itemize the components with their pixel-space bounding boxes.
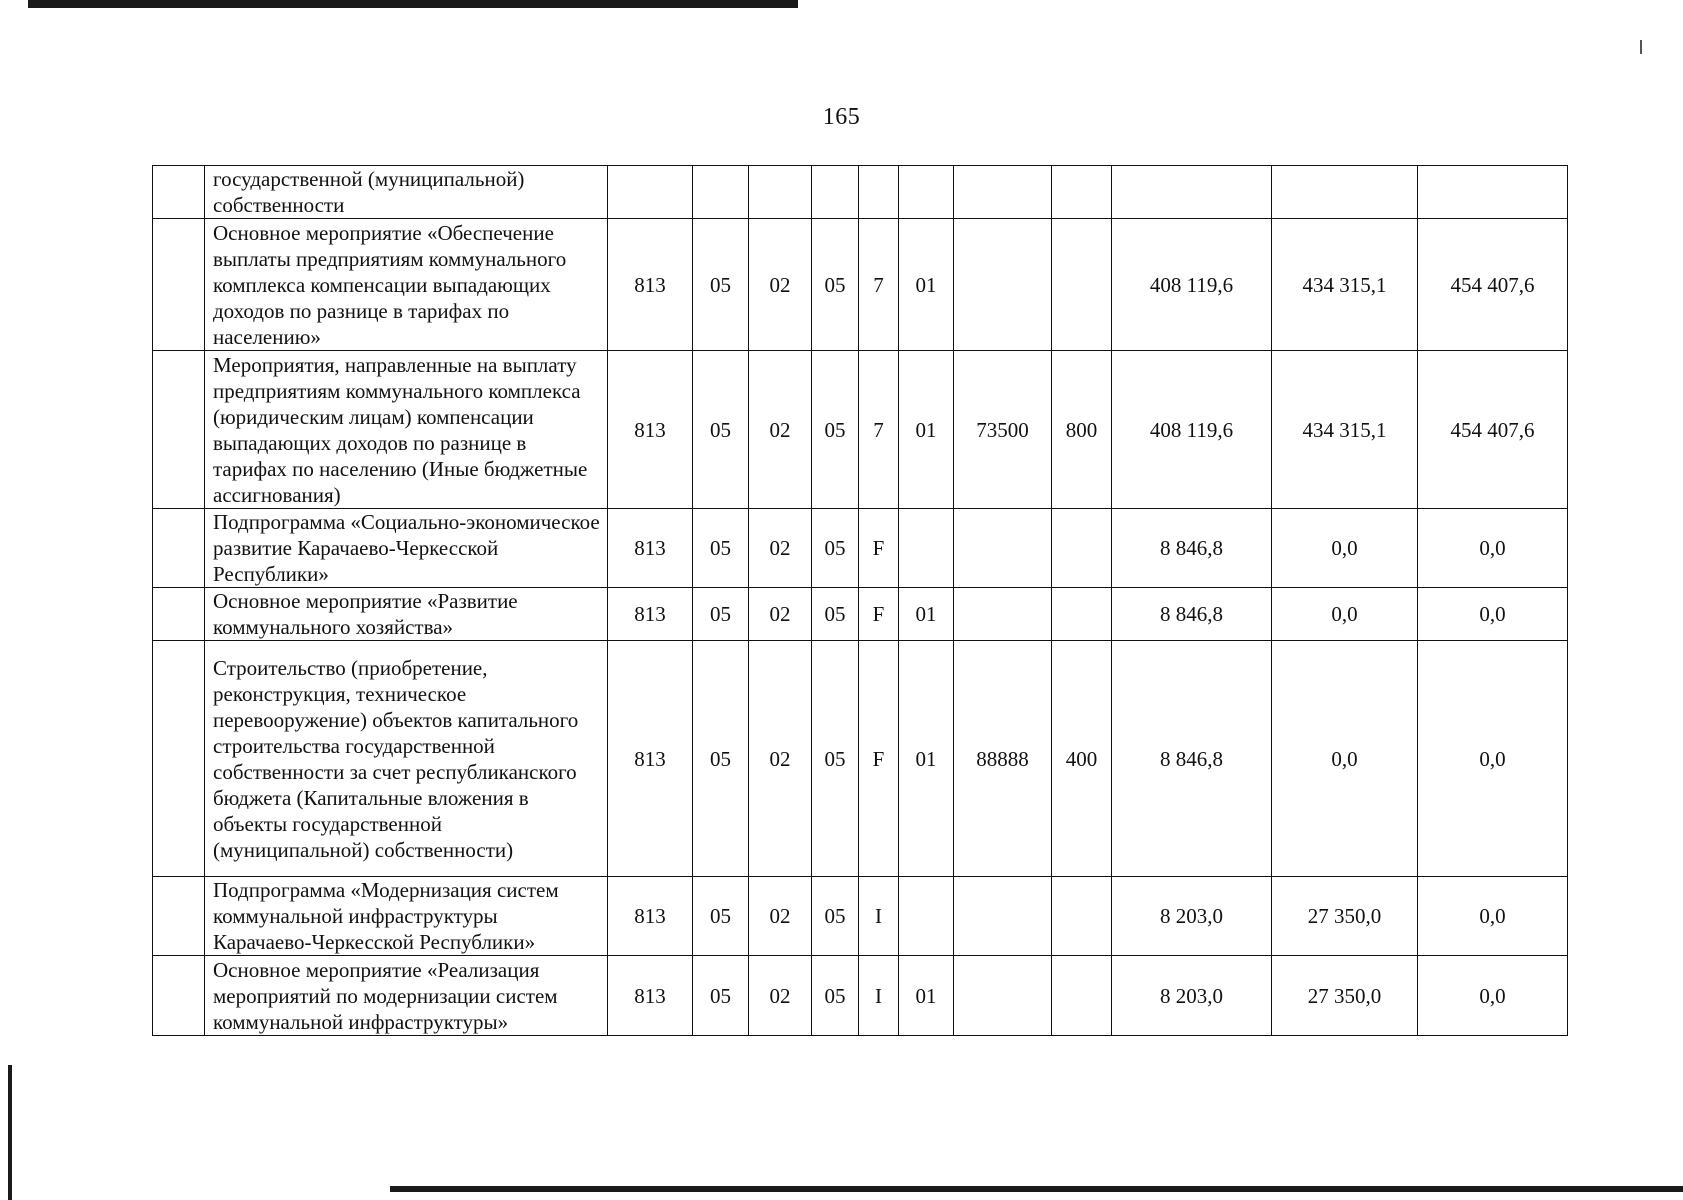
item-name: Основное мероприятие «Обеспечение выплаты предприятиям коммунального комплекса компенсации выпадающих доходов по разнице в тарифах по населению» — [205, 219, 608, 351]
item-name: Основное мероприятие «Реализация мероприятий по модернизации систем коммунальной инфраструктуры» — [205, 956, 608, 1036]
direction-code — [954, 588, 1052, 641]
activity-code: 01 — [899, 588, 954, 641]
subprogram-code: 7 — [859, 219, 899, 351]
table-row — [153, 166, 1568, 219]
section-code: 05 — [693, 956, 749, 1036]
table-row — [153, 509, 1568, 588]
ved-code: 813 — [608, 588, 693, 641]
program-code: 05 — [812, 641, 859, 877]
section-code — [693, 166, 749, 219]
item-name: государственной (муниципальной) собственности — [205, 166, 608, 219]
amount-year-3: 0,0 — [1418, 956, 1568, 1036]
subsection-code — [749, 166, 812, 219]
subprogram-code — [859, 166, 899, 219]
amount-year-2 — [1272, 166, 1418, 219]
amount-year-2: 0,0 — [1272, 588, 1418, 641]
subsection-code: 02 — [749, 509, 812, 588]
amount-year-2: 0,0 — [1272, 509, 1418, 588]
item-name: Строительство (приобретение, реконструкция, техническое перевооружение) объектов капитального строительства государственной собственности за счет республиканского бюджета (Капитальные вложения в объекты государственной (муниципальной) собственности) — [205, 641, 608, 877]
expense-type-code — [1052, 166, 1112, 219]
subsection-code: 02 — [749, 219, 812, 351]
activity-code — [899, 166, 954, 219]
amount-year-1: 8 203,0 — [1112, 877, 1272, 956]
scan-edge-left — [8, 1065, 12, 1200]
section-code: 05 — [693, 588, 749, 641]
amount-year-1: 8 846,8 — [1112, 509, 1272, 588]
amount-year-3 — [1418, 166, 1568, 219]
program-code: 05 — [812, 588, 859, 641]
expense-type-code — [1052, 956, 1112, 1036]
ved-code: 813 — [608, 641, 693, 877]
expense-type-code — [1052, 588, 1112, 641]
table-row — [153, 219, 1568, 351]
ved-code: 813 — [608, 351, 693, 509]
amount-year-1: 8 203,0 — [1112, 956, 1272, 1036]
amount-year-2: 27 350,0 — [1272, 956, 1418, 1036]
subsection-code: 02 — [749, 956, 812, 1036]
row-number-cell — [153, 219, 205, 351]
activity-code: 01 — [899, 956, 954, 1036]
row-number-cell — [153, 509, 205, 588]
subsection-code: 02 — [749, 641, 812, 877]
amount-year-1: 8 846,8 — [1112, 641, 1272, 877]
expense-type-code — [1052, 219, 1112, 351]
subprogram-code: F — [859, 641, 899, 877]
section-code: 05 — [693, 641, 749, 877]
direction-code — [954, 166, 1052, 219]
amount-year-3: 0,0 — [1418, 509, 1568, 588]
amount-year-2: 434 315,1 — [1272, 219, 1418, 351]
item-name: Мероприятия, направленные на выплату предприятиям коммунального комплекса (юридическим лицам) компенсации выпадающих доходов по разнице в тарифах по населению (Иные бюджетные ассигнования) — [205, 351, 608, 509]
activity-code — [899, 877, 954, 956]
direction-code — [954, 877, 1052, 956]
scan-edge-bottom — [390, 1186, 1683, 1192]
amount-year-1: 408 119,6 — [1112, 351, 1272, 509]
subsection-code: 02 — [749, 588, 812, 641]
scan-mark — [1640, 40, 1642, 54]
table-row — [153, 877, 1568, 956]
table-row — [153, 351, 1568, 509]
amount-year-1 — [1112, 166, 1272, 219]
program-code: 05 — [812, 509, 859, 588]
program-code: 05 — [812, 956, 859, 1036]
amount-year-1: 408 119,6 — [1112, 219, 1272, 351]
item-name: Подпрограмма «Социально-экономическое развитие Карачаево-Черкесской Республики» — [205, 509, 608, 588]
ved-code: 813 — [608, 219, 693, 351]
subsection-code: 02 — [749, 351, 812, 509]
program-code — [812, 166, 859, 219]
table-row — [153, 956, 1568, 1036]
program-code: 05 — [812, 351, 859, 509]
item-name: Основное мероприятие «Развитие коммунального хозяйства» — [205, 588, 608, 641]
ved-code: 813 — [608, 509, 693, 588]
expense-type-code: 800 — [1052, 351, 1112, 509]
row-number-cell — [153, 877, 205, 956]
expense-type-code — [1052, 877, 1112, 956]
row-number-cell — [153, 588, 205, 641]
row-number-cell — [153, 641, 205, 877]
expense-type-code — [1052, 509, 1112, 588]
subprogram-code: I — [859, 877, 899, 956]
row-number-cell — [153, 956, 205, 1036]
amount-year-3: 0,0 — [1418, 641, 1568, 877]
ved-code: 813 — [608, 877, 693, 956]
table-row — [153, 641, 1568, 877]
amount-year-2: 0,0 — [1272, 641, 1418, 877]
amount-year-3: 0,0 — [1418, 588, 1568, 641]
section-code: 05 — [693, 351, 749, 509]
section-code: 05 — [693, 219, 749, 351]
expense-type-code: 400 — [1052, 641, 1112, 877]
direction-code — [954, 509, 1052, 588]
activity-code: 01 — [899, 351, 954, 509]
activity-code: 01 — [899, 641, 954, 877]
program-code: 05 — [812, 877, 859, 956]
table-row — [153, 588, 1568, 641]
amount-year-3: 454 407,6 — [1418, 219, 1568, 351]
subprogram-code: 7 — [859, 351, 899, 509]
row-number-cell — [153, 166, 205, 219]
direction-code: 73500 — [954, 351, 1052, 509]
amount-year-3: 454 407,6 — [1418, 351, 1568, 509]
amount-year-2: 434 315,1 — [1272, 351, 1418, 509]
direction-code — [954, 219, 1052, 351]
row-number-cell — [153, 351, 205, 509]
page-number: 165 — [822, 104, 861, 130]
direction-code — [954, 956, 1052, 1036]
program-code: 05 — [812, 219, 859, 351]
ved-code — [608, 166, 693, 219]
subprogram-code: F — [859, 509, 899, 588]
scan-edge-top — [28, 0, 798, 8]
section-code: 05 — [693, 509, 749, 588]
direction-code: 88888 — [954, 641, 1052, 877]
subprogram-code: I — [859, 956, 899, 1036]
amount-year-1: 8 846,8 — [1112, 588, 1272, 641]
activity-code: 01 — [899, 219, 954, 351]
section-code: 05 — [693, 877, 749, 956]
amount-year-2: 27 350,0 — [1272, 877, 1418, 956]
ved-code: 813 — [608, 956, 693, 1036]
activity-code — [899, 509, 954, 588]
subprogram-code: F — [859, 588, 899, 641]
item-name: Подпрограмма «Модернизация систем коммунальной инфраструктуры Карачаево-Черкесской Республики» — [205, 877, 608, 956]
amount-year-3: 0,0 — [1418, 877, 1568, 956]
subsection-code: 02 — [749, 877, 812, 956]
budget-table — [152, 165, 1568, 1036]
